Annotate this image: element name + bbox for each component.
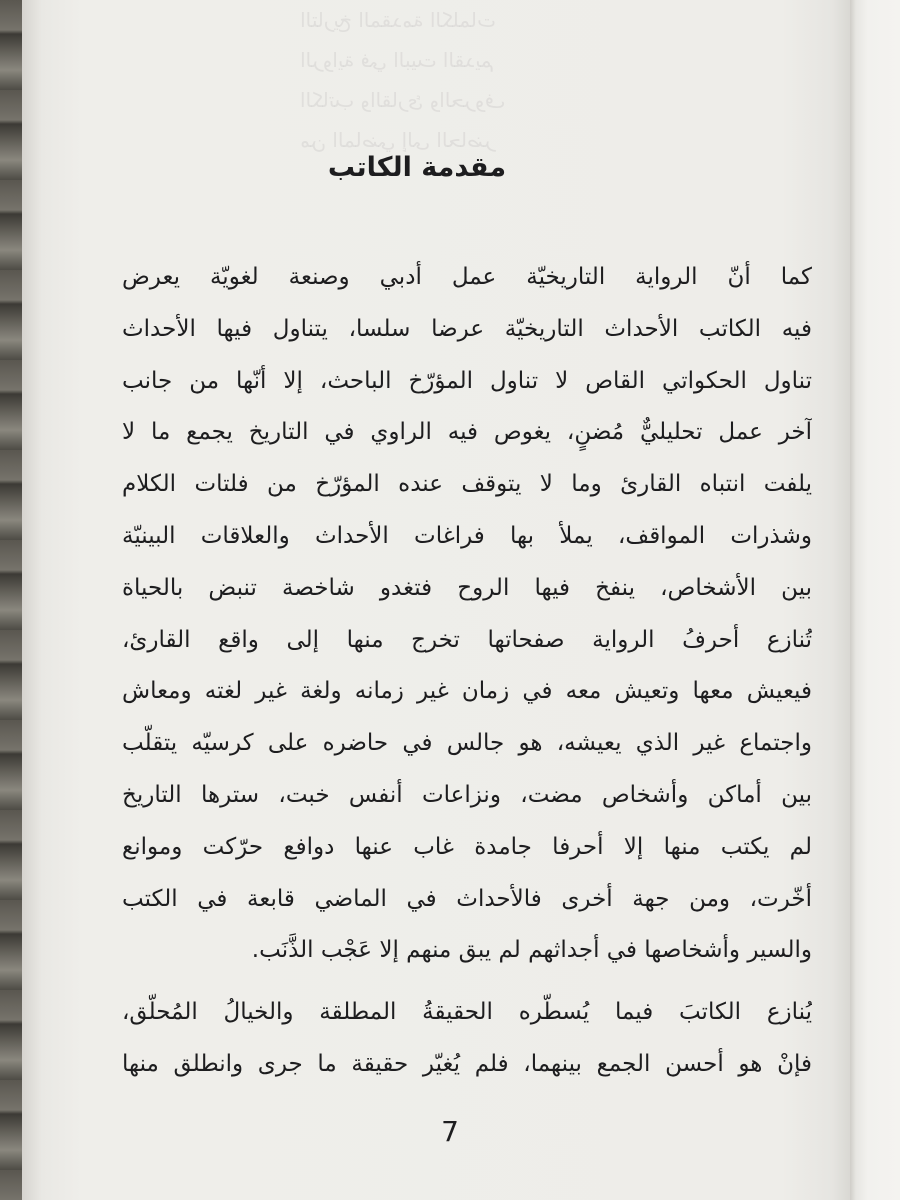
text-line: يُنازع الكاتبَ فيما يُسطّره الحقيقةُ المطلقة والخيالُ المُحلّق، <box>122 999 812 1025</box>
text-line: وشذرات المواقف، يملأ بها فراغات الأحداث والعلاقات البينيّة <box>122 522 812 549</box>
text-line: فيعيش معها وتعيش معه في زمان غير زمانه ولغة غير لغته ومعاش <box>122 678 812 705</box>
page-title: مقدمة الكاتب <box>327 152 507 183</box>
page-content <box>22 0 850 1200</box>
text-line: لم يكتب منها إلا أحرفا جامدة غاب عنها دوافع حرّكت وموانع <box>122 833 812 860</box>
text-line: تناول الحكواتي القاص لا تناول المؤرّخ الباحث، إلا أنّها من جانب <box>122 367 812 394</box>
paragraph-2 <box>122 987 812 1091</box>
text-line: بين أماكن وأشخاص مضت، ونزاعات أنفس خبت، سترها التاريخ <box>122 781 812 808</box>
text-line: فيه الكاتب الأحداث التاريخيّة عرضا سلسا، يتناول فيها الأحداث <box>122 315 812 342</box>
text-line: تُنازع أحرفُ الرواية صفحاتها تخرج منها إلى واقع القارئ، <box>122 626 812 653</box>
text-line: كما أنّ الرواية التاريخيّة عمل أدبي وصنعة لغويّة يعرض <box>122 264 812 290</box>
page-edge-right <box>850 0 900 1200</box>
bookshelf-background <box>0 0 22 1200</box>
page-number: 7 <box>441 1115 459 1148</box>
text-line: يلفت انتباه القارئ وما لا يتوقف عنده المؤرّخ من فلتات الكلام <box>122 471 812 498</box>
text-line: والسير وأشخاصها في أجداثهم لم يبق منهم إلا عَجْب الذَّنَب. <box>251 937 812 964</box>
text-line: فإنْ هو أحسن الجمع بينهما، فلم يُغيّر حقيقة ما جرى وانطلق منها <box>122 1050 812 1077</box>
paragraph-1 <box>122 252 812 977</box>
text-line: بين الأشخاص، ينفخ فيها الروح فتغدو شاخصة تنبض بالحياة <box>122 574 812 601</box>
text-line: أخّرت، ومن جهة أخرى فالأحداث في الماضي قابعة في الكتب <box>122 885 812 912</box>
text-line: آخر عمل تحليليٌّ مُضنٍ، يغوص فيه الراوي في التاريخ يجمع ما لا <box>122 419 812 446</box>
text-line: واجتماع غير الذي يعيشه، هو جالس في حاضره على كرسيّه يتقلّب <box>122 730 812 757</box>
